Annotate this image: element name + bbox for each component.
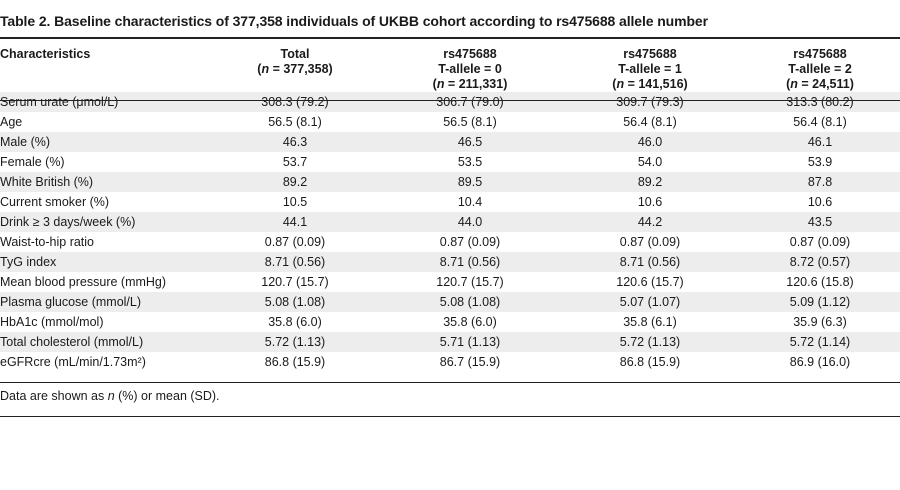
row-value: 86.7 (15.9): [439, 355, 501, 369]
row-value: 89.2: [210, 172, 380, 192]
row-value: 43.5: [740, 212, 900, 232]
row-value: 10.4: [457, 195, 483, 209]
row-value: 86.8 (15.9): [264, 355, 326, 369]
row-value: 0.87 (0.09): [619, 235, 681, 249]
row-value: 35.8 (6.0): [443, 315, 497, 329]
row-value: 8.71 (0.56): [380, 252, 560, 272]
table-row: [0, 232, 900, 252]
row-value: 0.87 (0.09): [789, 235, 851, 249]
row-value: 5.72 (1.13): [210, 332, 380, 352]
row-value: 53.7: [282, 155, 308, 169]
row-value: 309.7 (79.3): [560, 92, 740, 112]
row-value: 5.08 (1.08): [210, 292, 380, 312]
table-row: [0, 112, 900, 132]
row-value: 8.72 (0.57): [740, 252, 900, 272]
row-value: 35.9 (6.3): [793, 315, 847, 329]
row-value: 308.3 (79.2): [210, 92, 380, 112]
row-value: 5.08 (1.08): [380, 292, 560, 312]
row-value: 120.7 (15.7): [261, 275, 329, 289]
row-label: Total cholesterol (mmol/L): [0, 332, 210, 352]
table-row: [0, 192, 900, 212]
row-value: 87.8: [740, 172, 900, 192]
row-label: Plasma glucose (mmol/L): [0, 292, 210, 312]
row-value: 89.5: [380, 172, 560, 192]
row-label: White British (%): [0, 172, 210, 192]
row-label: Serum urate (μmol/L): [0, 92, 210, 112]
row-value: 44.2: [560, 212, 740, 232]
row-label: Waist-to-hip ratio: [0, 235, 95, 249]
header-characteristics: Characteristics: [0, 47, 91, 61]
row-value: 5.72 (1.14): [740, 332, 900, 352]
header-row: [0, 38, 900, 92]
row-value: 56.4 (8.1): [623, 115, 677, 129]
row-value: 56.4 (8.1): [793, 115, 847, 129]
row-value: 10.5: [282, 195, 308, 209]
table-row: [0, 332, 900, 352]
row-value: 120.6 (15.8): [786, 275, 854, 289]
row-value: 86.9 (16.0): [789, 355, 851, 369]
table-row: [0, 292, 900, 312]
row-value: 44.1: [210, 212, 380, 232]
table-title: Table 2. Baseline characteristics of 377,358 individuals of UKBB cohort according to rs475688 allele number: [0, 13, 708, 29]
bottom-rule: [0, 382, 900, 383]
row-value: 5.07 (1.07): [560, 292, 740, 312]
row-value: 313.3 (80.2): [740, 92, 900, 112]
row-value: 120.6 (15.7): [616, 275, 684, 289]
row-value: 306.7 (79.0): [380, 92, 560, 112]
header-t-allele-2: rs475688 T-allele = 2 (n = 24,511): [786, 47, 854, 91]
table-row: [0, 252, 900, 272]
table-row: [0, 272, 900, 292]
row-value: 5.09 (1.12): [740, 292, 900, 312]
row-value: 0.87 (0.09): [439, 235, 501, 249]
row-value: 44.0: [380, 212, 560, 232]
header-t-allele-1: rs475688 T-allele = 1 (n = 141,516): [612, 47, 688, 91]
row-label: HbA1c (mmol/mol): [0, 315, 104, 329]
row-value: 56.5 (8.1): [443, 115, 497, 129]
row-label: Drink ≥ 3 days/week (%): [0, 212, 210, 232]
row-label: Male (%): [0, 132, 210, 152]
row-value: 10.6: [637, 195, 663, 209]
row-value: 120.7 (15.7): [436, 275, 504, 289]
row-label: Age: [0, 115, 23, 129]
table-footnote: Data are shown as n (%) or mean (SD).: [0, 389, 220, 403]
row-label: Female (%): [0, 155, 65, 169]
header-total: Total (n = 377,358): [257, 47, 333, 76]
header-rule: [0, 100, 900, 101]
row-value: 8.71 (0.56): [560, 252, 740, 272]
row-value: 35.8 (6.0): [268, 315, 322, 329]
row-label: TyG index: [0, 252, 210, 272]
row-label: Mean blood pressure (mmHg): [0, 275, 167, 289]
table-row: [0, 352, 900, 372]
row-value: 46.5: [380, 132, 560, 152]
row-value: 0.87 (0.09): [264, 235, 326, 249]
header-t-allele-0: rs475688 T-allele = 0 (n = 211,331): [432, 47, 508, 91]
row-value: 8.71 (0.56): [210, 252, 380, 272]
end-rule: [0, 416, 900, 417]
row-value: 5.71 (1.13): [380, 332, 560, 352]
row-value: 46.1: [740, 132, 900, 152]
row-value: 89.2: [560, 172, 740, 192]
baseline-characteristics-table: [0, 38, 900, 372]
table-row: [0, 312, 900, 332]
row-value: 10.6: [807, 195, 833, 209]
row-value: 56.5 (8.1): [268, 115, 322, 129]
row-value: 86.8 (15.9): [619, 355, 681, 369]
table-row: [0, 212, 900, 232]
table-row: [0, 132, 900, 152]
table-row: [0, 152, 900, 172]
row-value: 53.5: [457, 155, 483, 169]
row-value: 46.3: [210, 132, 380, 152]
row-value: 35.8 (6.1): [623, 315, 677, 329]
row-value: 54.0: [637, 155, 663, 169]
row-value: 53.9: [807, 155, 833, 169]
row-label: Current smoker (%): [0, 195, 110, 209]
row-value: 5.72 (1.13): [560, 332, 740, 352]
row-label: eGFRcre (mL/min/1.73m²): [0, 355, 146, 369]
row-value: 46.0: [560, 132, 740, 152]
table-row: [0, 172, 900, 192]
table-row: [0, 92, 900, 112]
